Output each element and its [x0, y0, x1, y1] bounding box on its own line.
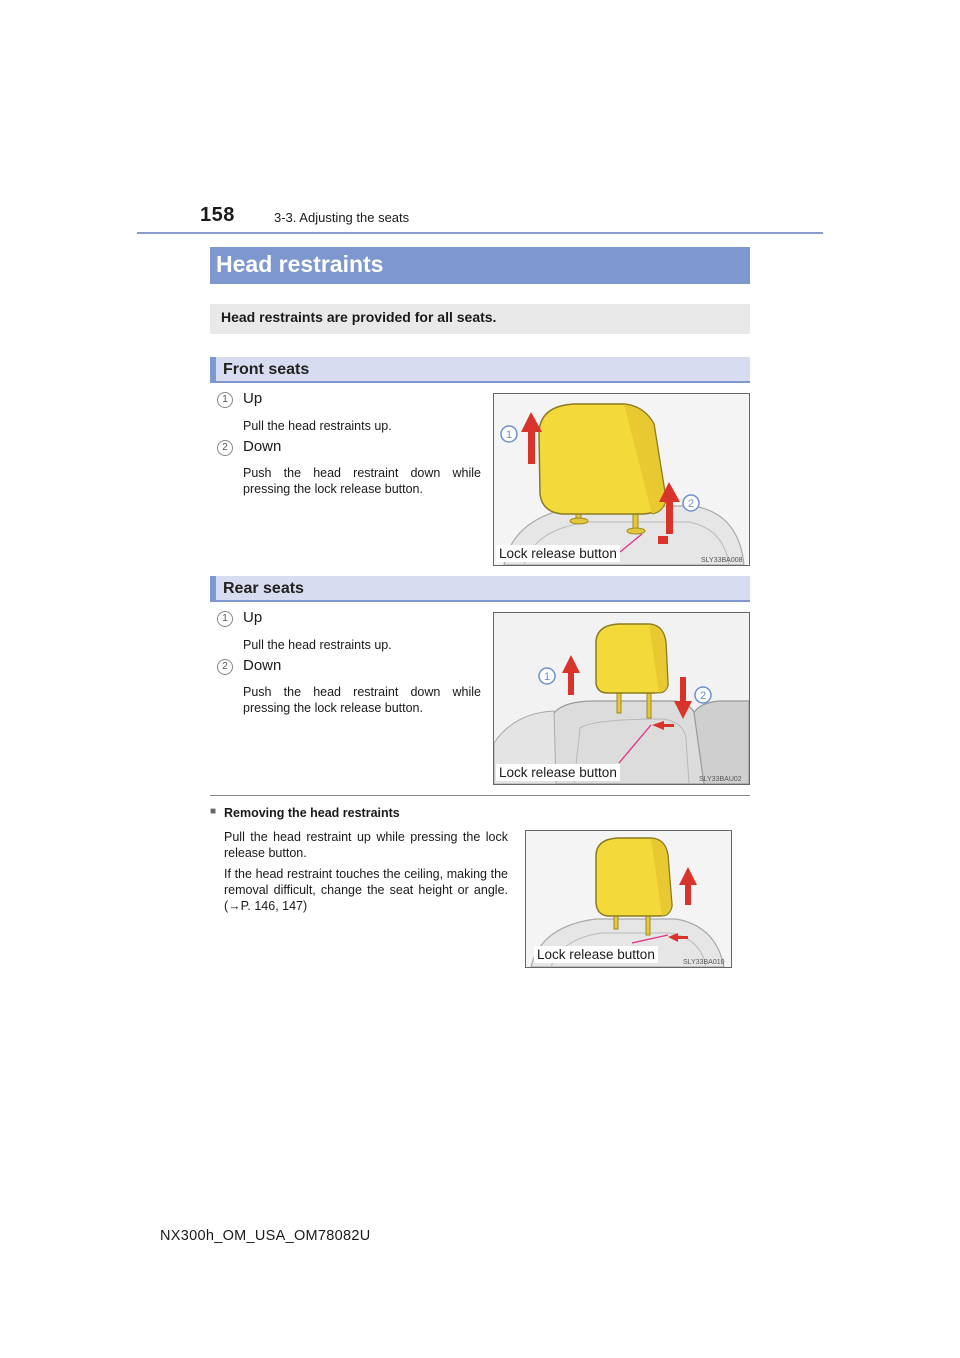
rear-item-1-label: Up: [243, 609, 263, 626]
square-bullet-icon: ■: [210, 806, 217, 817]
front-fig-code: SLY33BA008: [701, 557, 743, 564]
front-item-2-desc: Push the head restraint down while pressing the lock release button.: [243, 466, 481, 496]
rear-lock-release-callout: Lock release button: [496, 764, 620, 781]
front-fig-label-2: 2: [687, 498, 695, 510]
rear-seats-illustration: [493, 612, 750, 785]
rear-item-2-desc: Push the head restraint down while pressing the lock release button.: [243, 685, 481, 715]
front-item-1-desc: Pull the head restraints up.: [243, 419, 392, 433]
removing-fig-code: SLY33BA010: [683, 959, 725, 966]
removing-title: Removing the head restraints: [224, 806, 400, 820]
header-rule: [137, 232, 823, 234]
rear-fig-label-2: 2: [699, 690, 707, 702]
front-seats-title: Front seats: [223, 361, 310, 378]
front-item-2-label: Down: [243, 438, 282, 455]
rear-item-1-desc: Pull the head restraints up.: [243, 638, 392, 652]
front-item-1-number: 1: [217, 392, 233, 408]
rear-fig-code: SLY33BAU02: [699, 776, 742, 783]
front-seat-drawing: [494, 394, 749, 565]
section-divider: [210, 795, 750, 796]
chapter-heading: 3-3. Adjusting the seats: [274, 210, 410, 225]
page-title: Head restraints: [216, 251, 384, 277]
page-number: 158: [200, 204, 235, 226]
intro-text: Head restraints are provided for all seats.: [221, 309, 497, 325]
front-item-2-number: 2: [217, 440, 233, 456]
front-lock-release-callout: Lock release button: [496, 545, 620, 562]
rear-item-1-number: 1: [217, 611, 233, 627]
rear-fig-label-1: 1: [543, 671, 551, 683]
rear-item-2-number: 2: [217, 659, 233, 675]
front-item-1-label: Up: [243, 390, 263, 407]
removing-lock-release-callout: Lock release button: [534, 946, 658, 963]
rear-item-2-label: Down: [243, 657, 282, 674]
front-fig-label-1: 1: [505, 429, 513, 441]
removing-illustration: [525, 830, 732, 968]
front-seats-illustration: [493, 393, 750, 566]
document-code-footer: NX300h_OM_USA_OM78082U: [160, 1228, 371, 1244]
rear-seat-drawing: [494, 613, 749, 784]
removing-para-2: If the head restraint touches the ceiling, making the removal difficult, change the seat height or angle. (→P. 146, 147): [224, 867, 508, 913]
rear-seats-title: Rear seats: [223, 580, 304, 597]
removing-para-1: Pull the head restraint up while pressing the lock release button.: [224, 830, 508, 860]
